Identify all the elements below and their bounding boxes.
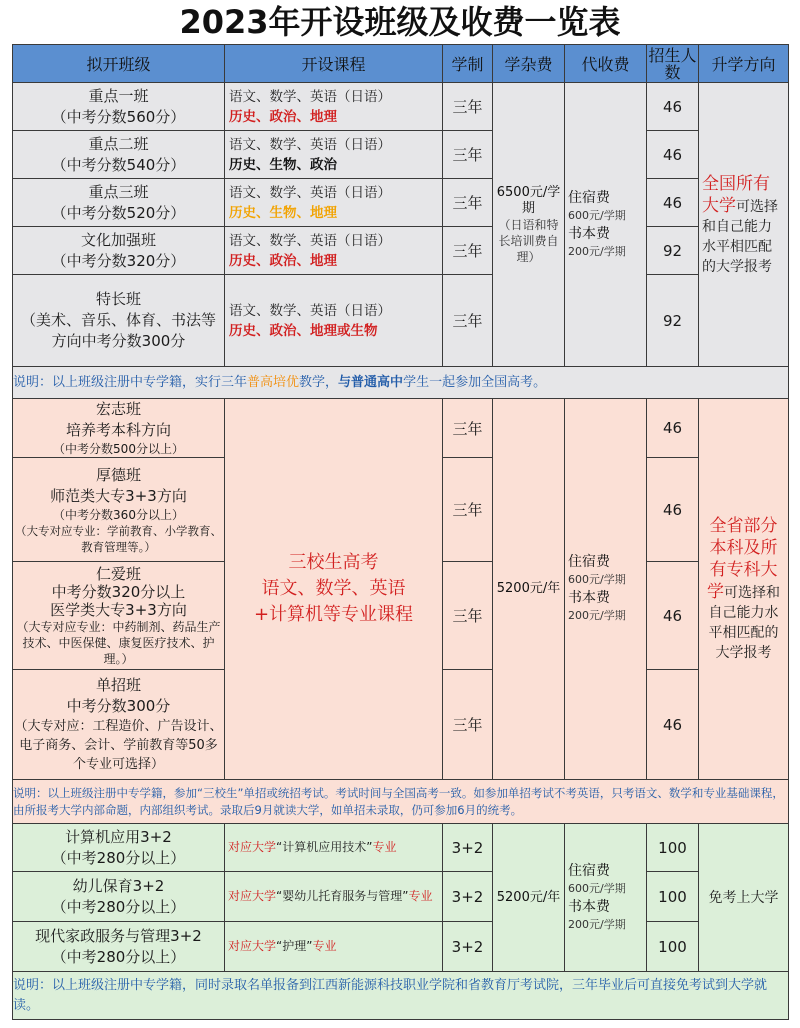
table-row [13,131,789,179]
class-cell: 文化加强班 （中考分数320分） [13,227,225,275]
table-row [13,922,789,972]
enroll-cell: 100 [647,824,699,872]
table-row [13,399,789,458]
tuition-cell: 5200元/年 [493,824,565,972]
course-cell: 语文、数学、英语（日语） 历史、生物、政治 [225,131,443,179]
enroll-cell: 46 [647,179,699,227]
header-course: 开设课程 [225,45,443,83]
enroll-cell: 46 [647,458,699,562]
course-cell: 语文、数学、英语（日语） 历史、生物、地理 [225,179,443,227]
years-cell: 三年 [443,399,493,458]
direction-cell: 全国所有大学可选择和自己能力水平相匹配的大学报考 [699,83,789,367]
years-cell: 3+2 [443,872,493,922]
course-cell: 对应大学“婴幼儿托育服务与管理”专业 [225,872,443,922]
tuition-cell: 6500元/学期 （日语和特长培训费自理） [493,83,565,367]
note-row [13,367,789,399]
enroll-cell: 92 [647,227,699,275]
years-cell: 三年 [443,458,493,562]
enroll-cell: 46 [647,131,699,179]
section1-note: 说明：以上班级注册中专学籍，实行三年普高培优教学，与普通高中学生一起参加全国高考。 [13,367,789,399]
class-cell: 重点三班 （中考分数520分） [13,179,225,227]
course-cell: 对应大学“计算机应用技术”专业 [225,824,443,872]
years-cell: 三年 [443,131,493,179]
enroll-cell: 46 [647,83,699,131]
years-cell: 三年 [443,670,493,780]
years-cell: 三年 [443,562,493,670]
note-row [13,780,789,824]
agent-fee-cell: 住宿费 600元/学期 书本费 200元/学期 [565,399,647,780]
note-row [13,972,789,1020]
enroll-cell: 46 [647,399,699,458]
class-cell: 幼儿保育3+2 （中考280分以上） [13,872,225,922]
years-cell: 3+2 [443,824,493,872]
class-cell: 厚德班 师范类大专3+3方向 （中考分数360分以上） （大专对应专业：学前教育、小学教育、教育管理等。） [13,458,225,562]
enroll-cell: 46 [647,562,699,670]
course-cell: 语文、数学、英语（日语） 历史、政治、地理 [225,227,443,275]
class-cell: 单招班 中考分数300分 （大专对应：工程造价、广告设计、电子商务、会计、学前教育等50多个专业可选择） [13,670,225,780]
header-tuition: 学杂费 [493,45,565,83]
agent-fee-cell: 住宿费 600元/学期 书本费 200元/学期 [565,83,647,367]
direction-cell: 全省部分本科及所有专科大学可选择和自己能力水平相匹配的大学报考 [699,399,789,780]
table-row [13,227,789,275]
header-class: 拟开班级 [13,45,225,83]
agent-fee-cell: 住宿费 600元/学期 书本费 200元/学期 [565,824,647,972]
section2-note: 说明：以上班级注册中专学籍，参加“三校生”单招或统招考试。考试时间与全国高考一致。如参加单招考试不考英语，只考语文、数学和专业基础课程，由所报考大学内部命题，内部组织考试。录取后9月就读大学，如单招未录取，仍可参加6月的统考。 [13,780,789,824]
header-agent: 代收费 [565,45,647,83]
years-cell: 3+2 [443,922,493,972]
class-cell: 重点二班 （中考分数540分） [13,131,225,179]
enroll-cell: 92 [647,275,699,367]
direction-cell: 免考上大学 [699,824,789,972]
table-row [13,179,789,227]
header-row [13,45,789,83]
class-cell: 现代家政服务与管理3+2 （中考280分以上） [13,922,225,972]
page-title: 2023年开设班级及收费一览表 [179,3,621,41]
enroll-cell: 46 [647,670,699,780]
table-row [13,275,789,367]
class-cell: 仁爱班 中考分数320分以上 医学类大专3+3方向 （大专对应专业：中药制剂、药品生产技术、中医保健、康复医疗技术、护理。） [13,562,225,670]
class-cell: 计算机应用3+2 （中考280分以上） [13,824,225,872]
table-row [13,824,789,872]
years-cell: 三年 [443,179,493,227]
years-cell: 三年 [443,83,493,131]
course-cell: 三校生高考 语文、数学、英语 +计算机等专业课程 [225,399,443,780]
table-row [13,872,789,922]
years-cell: 三年 [443,275,493,367]
course-cell: 语文、数学、英语（日语） 历史、政治、地理或生物 [225,275,443,367]
enroll-cell: 100 [647,922,699,972]
tuition-cell: 5200元/年 [493,399,565,780]
section3-note: 说明：以上班级注册中专学籍，同时录取名单报备到江西新能源科技职业学院和省教育厅考试院，三年毕业后可直接免考试到大学就读。 [13,972,789,1020]
fee-table [12,44,789,1020]
table-row [13,83,789,131]
enroll-cell: 100 [647,872,699,922]
header-direction: 升学方向 [699,45,789,83]
header-years: 学制 [443,45,493,83]
course-cell: 语文、数学、英语（日语） 历史、政治、地理 [225,83,443,131]
years-cell: 三年 [443,227,493,275]
class-cell: 特长班 （美术、音乐、体育、书法等方向中考分数300分 [13,275,225,367]
course-cell: 对应大学“护理”专业 [225,922,443,972]
class-cell: 宏志班 培养考本科方向 （中考分数500分以上） [13,399,225,458]
class-cell: 重点一班 （中考分数560分） [13,83,225,131]
header-enroll: 招生人数 [648,45,697,82]
